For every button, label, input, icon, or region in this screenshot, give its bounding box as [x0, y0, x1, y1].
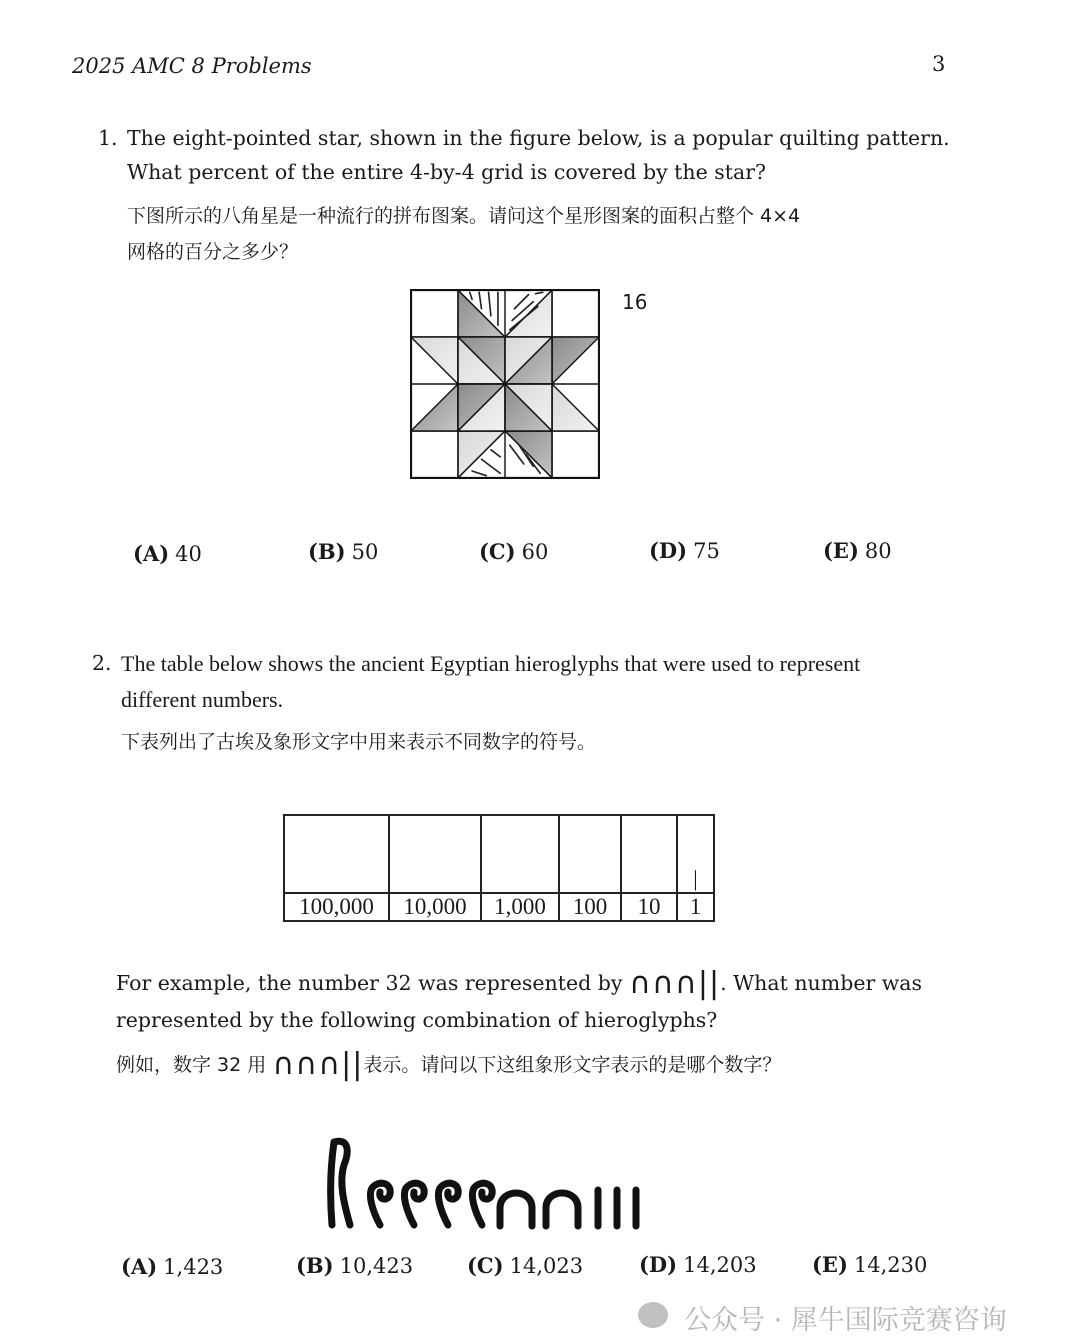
star-quilt-figure [410, 289, 600, 479]
problem1-text-line2: What percent of the entire 4-by-4 grid is covered by the star? [127, 160, 767, 184]
problem1-cn-line2: 网格的百分之多少？ [127, 241, 299, 263]
watermark-text: 公众号 · 犀牛国际竞赛咨询 [684, 1305, 1007, 1336]
table-value: 100 [559, 893, 621, 921]
cn-example-line: 例如，数字 32 用 ∩∩∩||表示。请问以下这组象形文字表示的是哪个数字？ [116, 1047, 782, 1082]
problem1-number: 1. [98, 126, 118, 150]
glyph-cell-10 [621, 815, 677, 893]
arch-glyphs-10 [500, 1193, 578, 1226]
table-value: 1,000 [481, 893, 559, 921]
problem1-cn-line1: 下图所示的八角星是一种流行的拼布图案。请问这个星形图案的面积占整个 4×4 [127, 205, 801, 227]
problem2-cn-line1: 下表列出了古埃及象形文字中用来表示不同数字的符号。 [121, 731, 597, 753]
table-value: 10 [621, 893, 677, 921]
p1-choice-c: (C) 60 [479, 539, 549, 564]
glyph-cell-1000 [481, 815, 559, 893]
p1-choice-d: (D) 75 [649, 538, 720, 563]
coil-glyphs-100 [370, 1183, 492, 1225]
p1-choice-b: (B) 50 [308, 539, 379, 564]
p2-choice-b: (B) 10,423 [296, 1253, 414, 1278]
p2-choice-c: (C) 14,023 [467, 1253, 584, 1278]
p1-choice-e: (E) 80 [823, 538, 892, 563]
glyph-cell-100 [559, 815, 621, 893]
problem2-text-line2: different numbers. [121, 687, 284, 712]
p1-choice-a: (A) 40 [133, 541, 202, 566]
table-value: 1 [677, 893, 714, 921]
glyph-cell-1: | [677, 815, 714, 893]
example-hieroglyphs: ∩∩∩|| [628, 966, 721, 1001]
p2-choice-d: (D) 14,203 [639, 1252, 757, 1277]
hieroglyph-combination [320, 1130, 670, 1235]
handwritten-note: 16 [622, 290, 648, 314]
example-line2: represented by the following combination of hieroglyphs? [116, 1008, 718, 1032]
lotus-glyph-1000 [331, 1141, 350, 1225]
problem1-text-line1: The eight-pointed star, shown in the figure below, is a popular quilting pattern. [127, 126, 950, 150]
stroke-glyphs-1 [598, 1190, 636, 1226]
problem2-text-line1: The table below shows the ancient Egyptian hieroglyphs that were used to represent [121, 651, 861, 676]
p2-choice-e: (E) 14,230 [812, 1252, 928, 1277]
problem2-number: 2. [92, 651, 112, 675]
table-value: 100,000 [284, 893, 389, 921]
header-title: 2025 AMC 8 Problems [72, 54, 312, 78]
example-line1: For example, the number 32 was represented by ∩∩∩||. What number was [116, 966, 923, 1001]
page-number: 3 [932, 52, 946, 76]
wechat-icon [638, 1302, 668, 1328]
table-value: 10,000 [389, 893, 481, 921]
p2-choice-a: (A) 1,423 [121, 1254, 224, 1279]
cn-example-hieroglyphs: ∩∩∩|| [272, 1047, 364, 1082]
hieroglyph-table [283, 814, 715, 922]
glyph-cell-100000 [284, 815, 389, 893]
glyph-cell-10000 [389, 815, 481, 893]
